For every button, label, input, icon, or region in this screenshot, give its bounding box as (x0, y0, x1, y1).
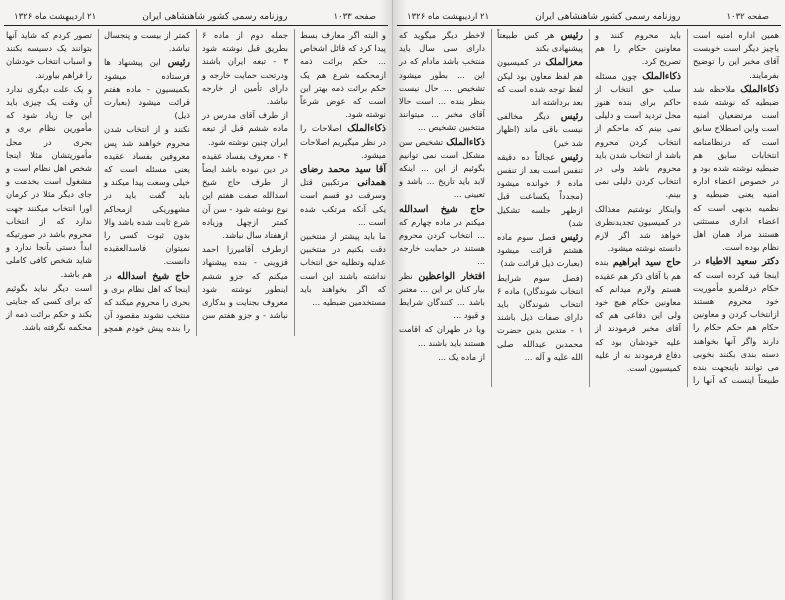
speaker-name: حاج سید ابراهیم (612, 257, 681, 269)
paragraph-text: از ماده یک ... (438, 351, 485, 362)
paragraph (593, 256, 683, 375)
paragraph (495, 29, 585, 55)
paragraph-text: واینکار نوشتیم معذالک در کمیسیون تجدیدنظری خواهد شد اگر لازم دانسته نوشته میشود. (595, 203, 681, 254)
paragraph-text: ۴ - معروف بفساد عقیده در دین نبوده باشد ایضاً از طرف حاج شیخ اسدالله صفت هفتم این نوع نوشته شود - سن آن کمتر ازچهل وزیاده ازهفتاد سال نباشد. (202, 150, 288, 241)
paragraph-text: در اینجا که اهل نظام بری و بحری را محروم میکند که منتخب نشوند مقصود آن را بنده پیش خودم همچو تصور کردم که شاید آنها بتوانند یک دسیسه بکنند و اسباب انتخاب خودشان را فراهم بیاورند. (6, 30, 190, 334)
page-number: صفحه ۱۰۳۳ (333, 12, 376, 22)
paragraph-text: تشخیص سن مشکل است نمی توانیم بگوئیم از این ... اینکه لابد باید تاریخ ... باشد و تعیینی ... (399, 136, 485, 200)
paragraph (4, 83, 94, 281)
paragraph-text: ملاحظه شد ضبطیه که نوشته شده است مرتضعیان امنیه است واین اصطلاح سابق است که درنظامنامه انتخابات سابق هم ضبطیه نوشته شده بود و در خصوص اعضاء اداره امنیه یعنی ضبطیه و نظمیه بدیهی است که اعضاء اداری مستثنی هستند مراد همان اهل نظام بوده است. (693, 83, 779, 253)
paragraph-text: عجالتاً ده دقیقه تنفس است بعد از تنفس ماده ۶ خوانده میشود (مجدداً یکساعت قبل ازظهر جلسه تشکیل شد) (497, 151, 583, 228)
right-page (392, 0, 785, 600)
paragraph (593, 70, 683, 202)
paragraph-text: لاخطر دیگر میگوید که دارای سی سال باید منتخب باشد مادام که در این ... بطور میشود تشخیص ... حال نیست بنظر بنده ... است حالا آقای مخبر ... میتوانند منتخبین تشخیص ... (399, 30, 485, 133)
speaker-name: حاج شیخ اسدالله (399, 203, 485, 215)
paragraph-text: و یک علت دیگری ندارد آن وقت یک چیزی باید این جا زیاد شود که مأمورین نظام بری و بحری در محل مأموریتشان مثلا اینجا شخص اهل نظام است و مشغول است بخدمت و جای دیگر مثلا در کرمان اورا انتخاب میکنند جهت ندارد که از انتخاب محروم باشد در صورتیکه ابداً دستی بآنجا ندارد و شاید شخص کافی کاملی هم باشد. (6, 83, 92, 279)
left-page (0, 0, 392, 600)
speaker-name: رئیس (167, 57, 190, 69)
paragraph-text: (فصل سوم شرایط انتخاب شوندگان) ماده ۶ انتخاب شوندگان باید دارای صفات ذیل باشند ۱ - متدین بدین حضرت محمدبن عبدالله صلی الله علیه و آله ... (497, 272, 583, 362)
paragraph-text: اصلاحات را در نظر میگیریم اصلاحات میشود. (300, 123, 386, 160)
text-columns (397, 29, 781, 387)
paragraph (200, 109, 290, 149)
paragraph-text: ویا در طهران که اقامت هستند باید باشند ... (399, 324, 485, 348)
paragraph (691, 29, 781, 82)
paragraph-text: ازطرف آقامیرزا احمد قزوینی - بنده پیشنهاد میکنم که جزو ششم اینطور نوشته شود معروف بجنایت و بدکاری نباشد - و جزو هفتم سن کمتر از بیست و پنجسال نباشد. (104, 30, 288, 321)
paragraph (102, 123, 192, 268)
speaker-name: آقا سید محمد رضای همدانی (300, 164, 386, 189)
paragraph-text: و البته اگر معارف بسط پیدا کرد که قائل اشخاص ... حکم برائت ذمه ازمحکمه شرع هم یک حکم برائت ذمه بهتر این است که عوض شرعاً نوشته شود. (300, 30, 386, 120)
paragraph-text: نظر بیار کنان بر این ... معتبر باشد ... کنندگان شرایط و قیود ... (399, 270, 485, 321)
speaker-name: رئیس (560, 151, 583, 163)
page-number: صفحه ۱۰۳۲ (726, 12, 769, 22)
speaker-name: رئیس (560, 232, 583, 244)
paragraph (397, 136, 487, 202)
speaker-name: ذکاءالملک (446, 136, 486, 148)
speaker-name: معزالملک (545, 57, 584, 69)
paragraph-text: در کمیسیون هم لفظ معاون بود لیکن لفظ توجه شده است که بعد برداشته اند (497, 57, 583, 108)
newspaper-title: روزنامه رسمی کشور شاهنشاهی ایران (535, 12, 681, 22)
paragraph (298, 230, 388, 309)
speaker-name: دکتر سعید الاطباء (705, 256, 779, 268)
paragraph-text: مرتکبین قتل وسرقت دو قسم است یکی آنکه مرتکب شده است ... (300, 177, 386, 227)
paragraph-text: نکنند و از انتخاب شدن محروم خواهند شد پس معروفین بفساد عقیده یعنی مسئله است که خیلی وسعت پیدا میکند و باید گفت باید در مشهوریکی ازمحاکم شرع ثابت شده باشد والا بدون ثبوت کسی را نمیتوان فاسدالعقیده دانست. (104, 124, 190, 267)
paragraph-text: هر کس طبیعتاً پیشنهادی بکند (497, 30, 583, 54)
issue-date: ۲۱ اردیبهشت ماه ۱۳۲۶ (14, 12, 97, 22)
page-header (397, 4, 781, 26)
paragraph (397, 29, 487, 135)
paragraph (397, 351, 487, 364)
speaker-name: افتخار الواعظین (418, 270, 485, 282)
paragraph-text: این پیشنهاد ها فرستاده میشود بکمیسیون - ماده هفتم قرائت میشود (بعبارت ذیل) (104, 57, 190, 121)
speaker-name: ذکاءالملک (740, 83, 779, 95)
paragraph-text: از طرف آقای مدرس در ماده ششم قبل از تبعه ایران چنین نوشته شود. (202, 110, 288, 147)
paragraph-text: است دیگر نباید بگوئیم که برای کسی که جنایتی بکند و حکم برائت ذمه از محکمه نگرفته باشد. (6, 282, 92, 333)
paragraph (495, 231, 585, 271)
speaker-name: ذکاءالملک (347, 123, 386, 135)
paragraph (495, 110, 585, 150)
paragraph-text: همین اداره امنیه است یاچیز دیگر است خوبست آقای مخبر این را توضیح بفرمایند. (693, 30, 779, 80)
speaker-name: رئیس (560, 30, 584, 41)
paragraph (200, 29, 290, 108)
paragraph-text: در اینجا قید کرده است که حکام درقلمرو مأموریت خود محروم هستند ازانتخاب کردن و معاونین حکام هم حکم حکام را دارند واگر آنها بخواهند دسته بندی بکنند بخوبی می توانند باینجهت بنده طبیعتاً اینست که آنها را باید محروم کنند و معاونین حکام را هم تصریح کرد. (595, 30, 779, 386)
paragraph (298, 163, 388, 229)
paragraph-text: میکنم در ماده چهارم که ... انتخاب کردن محروم هستند در حمایت خارجه ... (399, 216, 485, 267)
paragraph (298, 122, 388, 162)
paragraph (397, 323, 487, 349)
paragraph (4, 282, 94, 335)
speaker-name: حاج شیخ اسدالله (116, 270, 190, 282)
paragraph (397, 270, 487, 323)
text-columns (4, 29, 388, 336)
paragraph (495, 56, 585, 109)
paragraph-text: ما باید پیشتر از منتخبین دقت بکنیم در منتخبین عدلیه وتظلیه حق انتخاب نداشته باشند این است که اگر بخواهند باید مستخدمین ضبطیه ... (300, 231, 386, 308)
paragraph (102, 56, 192, 122)
paragraph-text: بنده هم با آقای ذکر هم عقیده هستم ولازم میدانم که معاونین حکام هیچ خود ولی این دفاعی هم که آقای مخبر فرمودند از علیه خودشان بود که دفاع فرمودند نه از علیه کمیسیون است. (595, 257, 681, 374)
paragraph (593, 203, 683, 256)
paragraph (691, 83, 781, 255)
paragraph (495, 151, 585, 230)
paragraph (200, 150, 290, 242)
newspaper-title: روزنامه رسمی کشور شاهنشاهی ایران (142, 12, 288, 22)
paragraph-text: فصل سوم ماده هشتم قرائت میشود (بعبارت ذیل قرائت شد) (497, 232, 583, 269)
page-header (4, 4, 388, 26)
paragraph-text: چون مسئله سلب حق انتخاب از حاکم برای بنده هنوز محل تردید است و دلیلی نمی بینم که ماحکم از انتخاب کردن محروم باشد از انتخاب شدن باید محروم باشد ولی در انتخاب کردن دلیلی نمی بینم. (595, 70, 681, 200)
paragraph-text: دیگر مخالفی نیست باقی ماند (اظهار شد خیر) (497, 111, 583, 148)
issue-date: ۲۱ اردیبهشت ماه ۱۳۲۶ (407, 12, 490, 22)
paragraph (298, 29, 388, 121)
paragraph (397, 203, 487, 269)
speaker-name: ذکاءالملک (642, 70, 681, 82)
paragraph (495, 272, 585, 364)
speaker-name: رئیس (560, 111, 583, 123)
paragraph-text: جمله دوم از ماده ۶ بطریق قبل نوشته شود ۳ - تبعه ایران باشند ودرتحت حمایت خارجه و دارای تأمین از خارجه نباشد. (202, 30, 288, 107)
